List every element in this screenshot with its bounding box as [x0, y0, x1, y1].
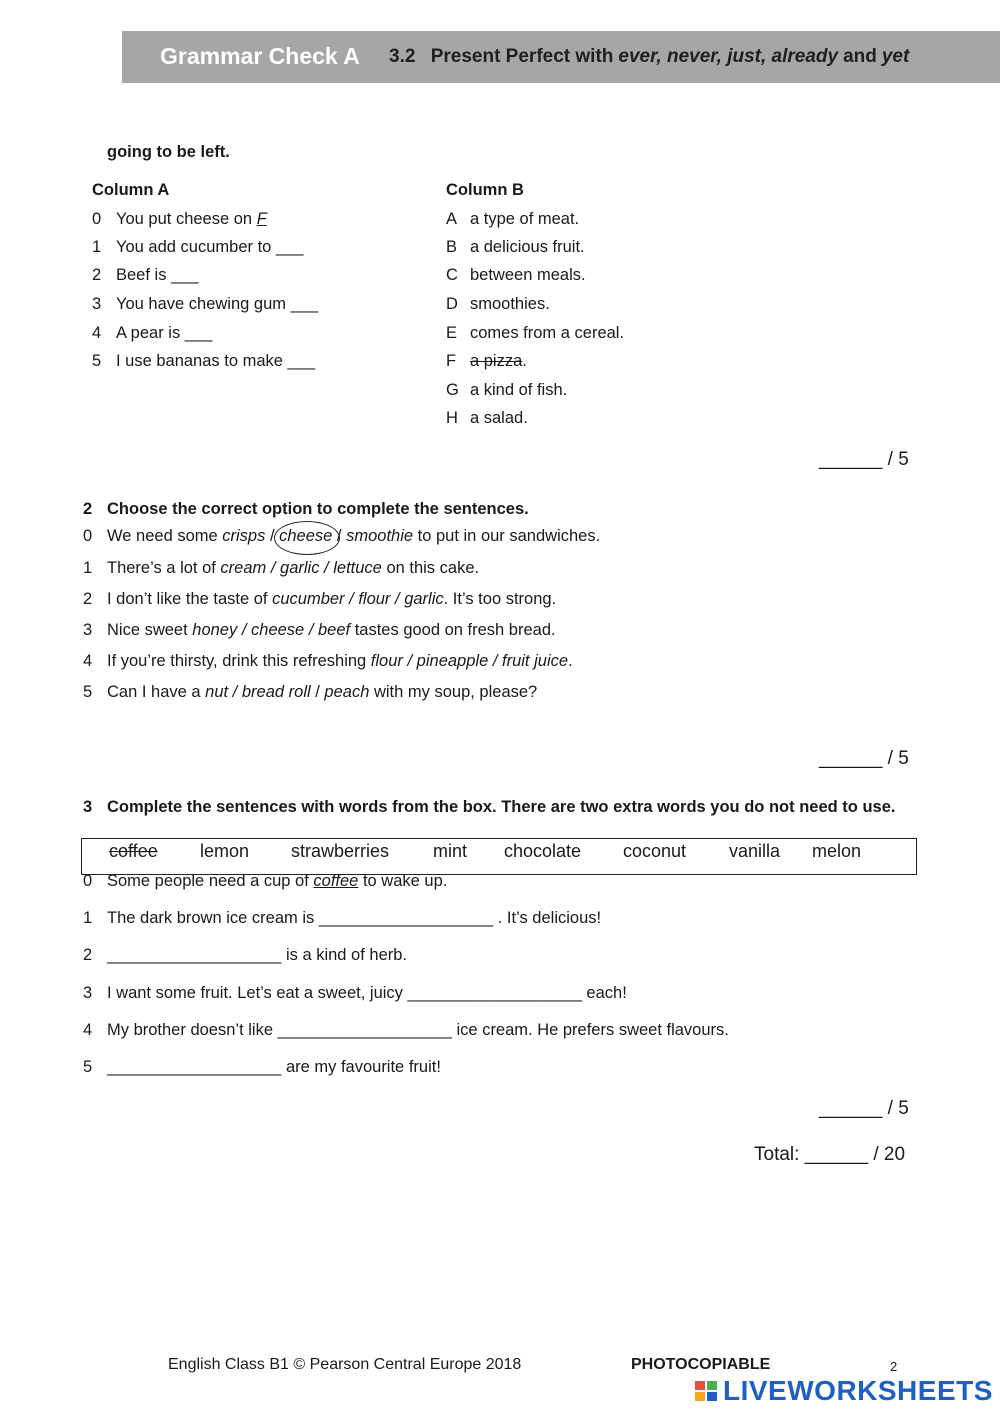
- option[interactable]: beef: [318, 621, 351, 639]
- exercise3-score[interactable]: ______ / 5: [819, 1098, 909, 1119]
- exercise2-score[interactable]: ______ / 5: [819, 748, 909, 769]
- total-score[interactable]: Total: ______ / 20: [754, 1144, 906, 1165]
- liveworksheets-icon: [695, 1381, 719, 1403]
- unit-number: 3.2: [389, 46, 416, 67]
- option[interactable]: lettuce: [333, 559, 382, 577]
- option[interactable]: cheese: [251, 621, 305, 639]
- word-box-item: mint: [433, 841, 468, 861]
- option[interactable]: crisps: [222, 527, 266, 545]
- crossed-out-option: a pizza: [470, 352, 523, 370]
- worksheet-title: Grammar Check A: [160, 43, 360, 69]
- option[interactable]: smoothie: [346, 527, 414, 545]
- word-box: [81, 838, 917, 875]
- word-box-item: melon: [812, 841, 862, 861]
- option[interactable]: cucumber: [272, 590, 345, 608]
- option[interactable]: pineapple: [416, 652, 489, 670]
- topic-and: and: [843, 46, 877, 67]
- word-box-item: vanilla: [729, 841, 781, 861]
- topic-last: yet: [881, 46, 910, 67]
- option[interactable]: flour: [358, 590, 391, 608]
- footer-photocopiable: PHOTOCOPIABLE: [631, 1356, 771, 1373]
- option[interactable]: cream: [220, 559, 267, 577]
- footer-copyright: English Class B1 © Pearson Central Europe 2018: [168, 1356, 522, 1373]
- option[interactable]: garlic: [404, 590, 444, 608]
- column-b-title: Column B: [446, 181, 524, 199]
- word-box-item: chocolate: [504, 841, 582, 861]
- option[interactable]: honey: [192, 621, 238, 639]
- exercise1-fragment: going to be left.: [107, 143, 230, 161]
- liveworksheets-wordmark: LIVEWORKSHEETS: [723, 1375, 993, 1406]
- example-answer: F: [256, 210, 267, 228]
- option[interactable]: flour: [370, 652, 403, 670]
- worksheet-subtitle: [389, 46, 919, 68]
- column-a-title: Column A: [92, 181, 170, 199]
- option[interactable]: nut: [205, 683, 229, 701]
- liveworksheets-logo[interactable]: [695, 1375, 993, 1406]
- topic-prefix: Present Perfect with: [430, 46, 614, 67]
- word-box-item: coffee: [109, 841, 158, 861]
- option[interactable]: garlic: [280, 559, 320, 577]
- topic-italic: ever, never, just, already: [618, 46, 839, 67]
- option-selected[interactable]: cheese: [279, 527, 333, 545]
- word-box-item: lemon: [200, 841, 250, 861]
- word-box-item: strawberries: [291, 841, 390, 861]
- word-box-item: coconut: [623, 841, 687, 861]
- page-number: 2: [890, 1359, 898, 1374]
- header-band: [122, 31, 1000, 83]
- option[interactable]: fruit juice: [502, 652, 569, 670]
- exercise1-score[interactable]: ______ / 5: [819, 449, 909, 470]
- option[interactable]: bread roll: [241, 683, 311, 701]
- option[interactable]: peach: [324, 683, 370, 701]
- example-answer: coffee: [313, 872, 359, 890]
